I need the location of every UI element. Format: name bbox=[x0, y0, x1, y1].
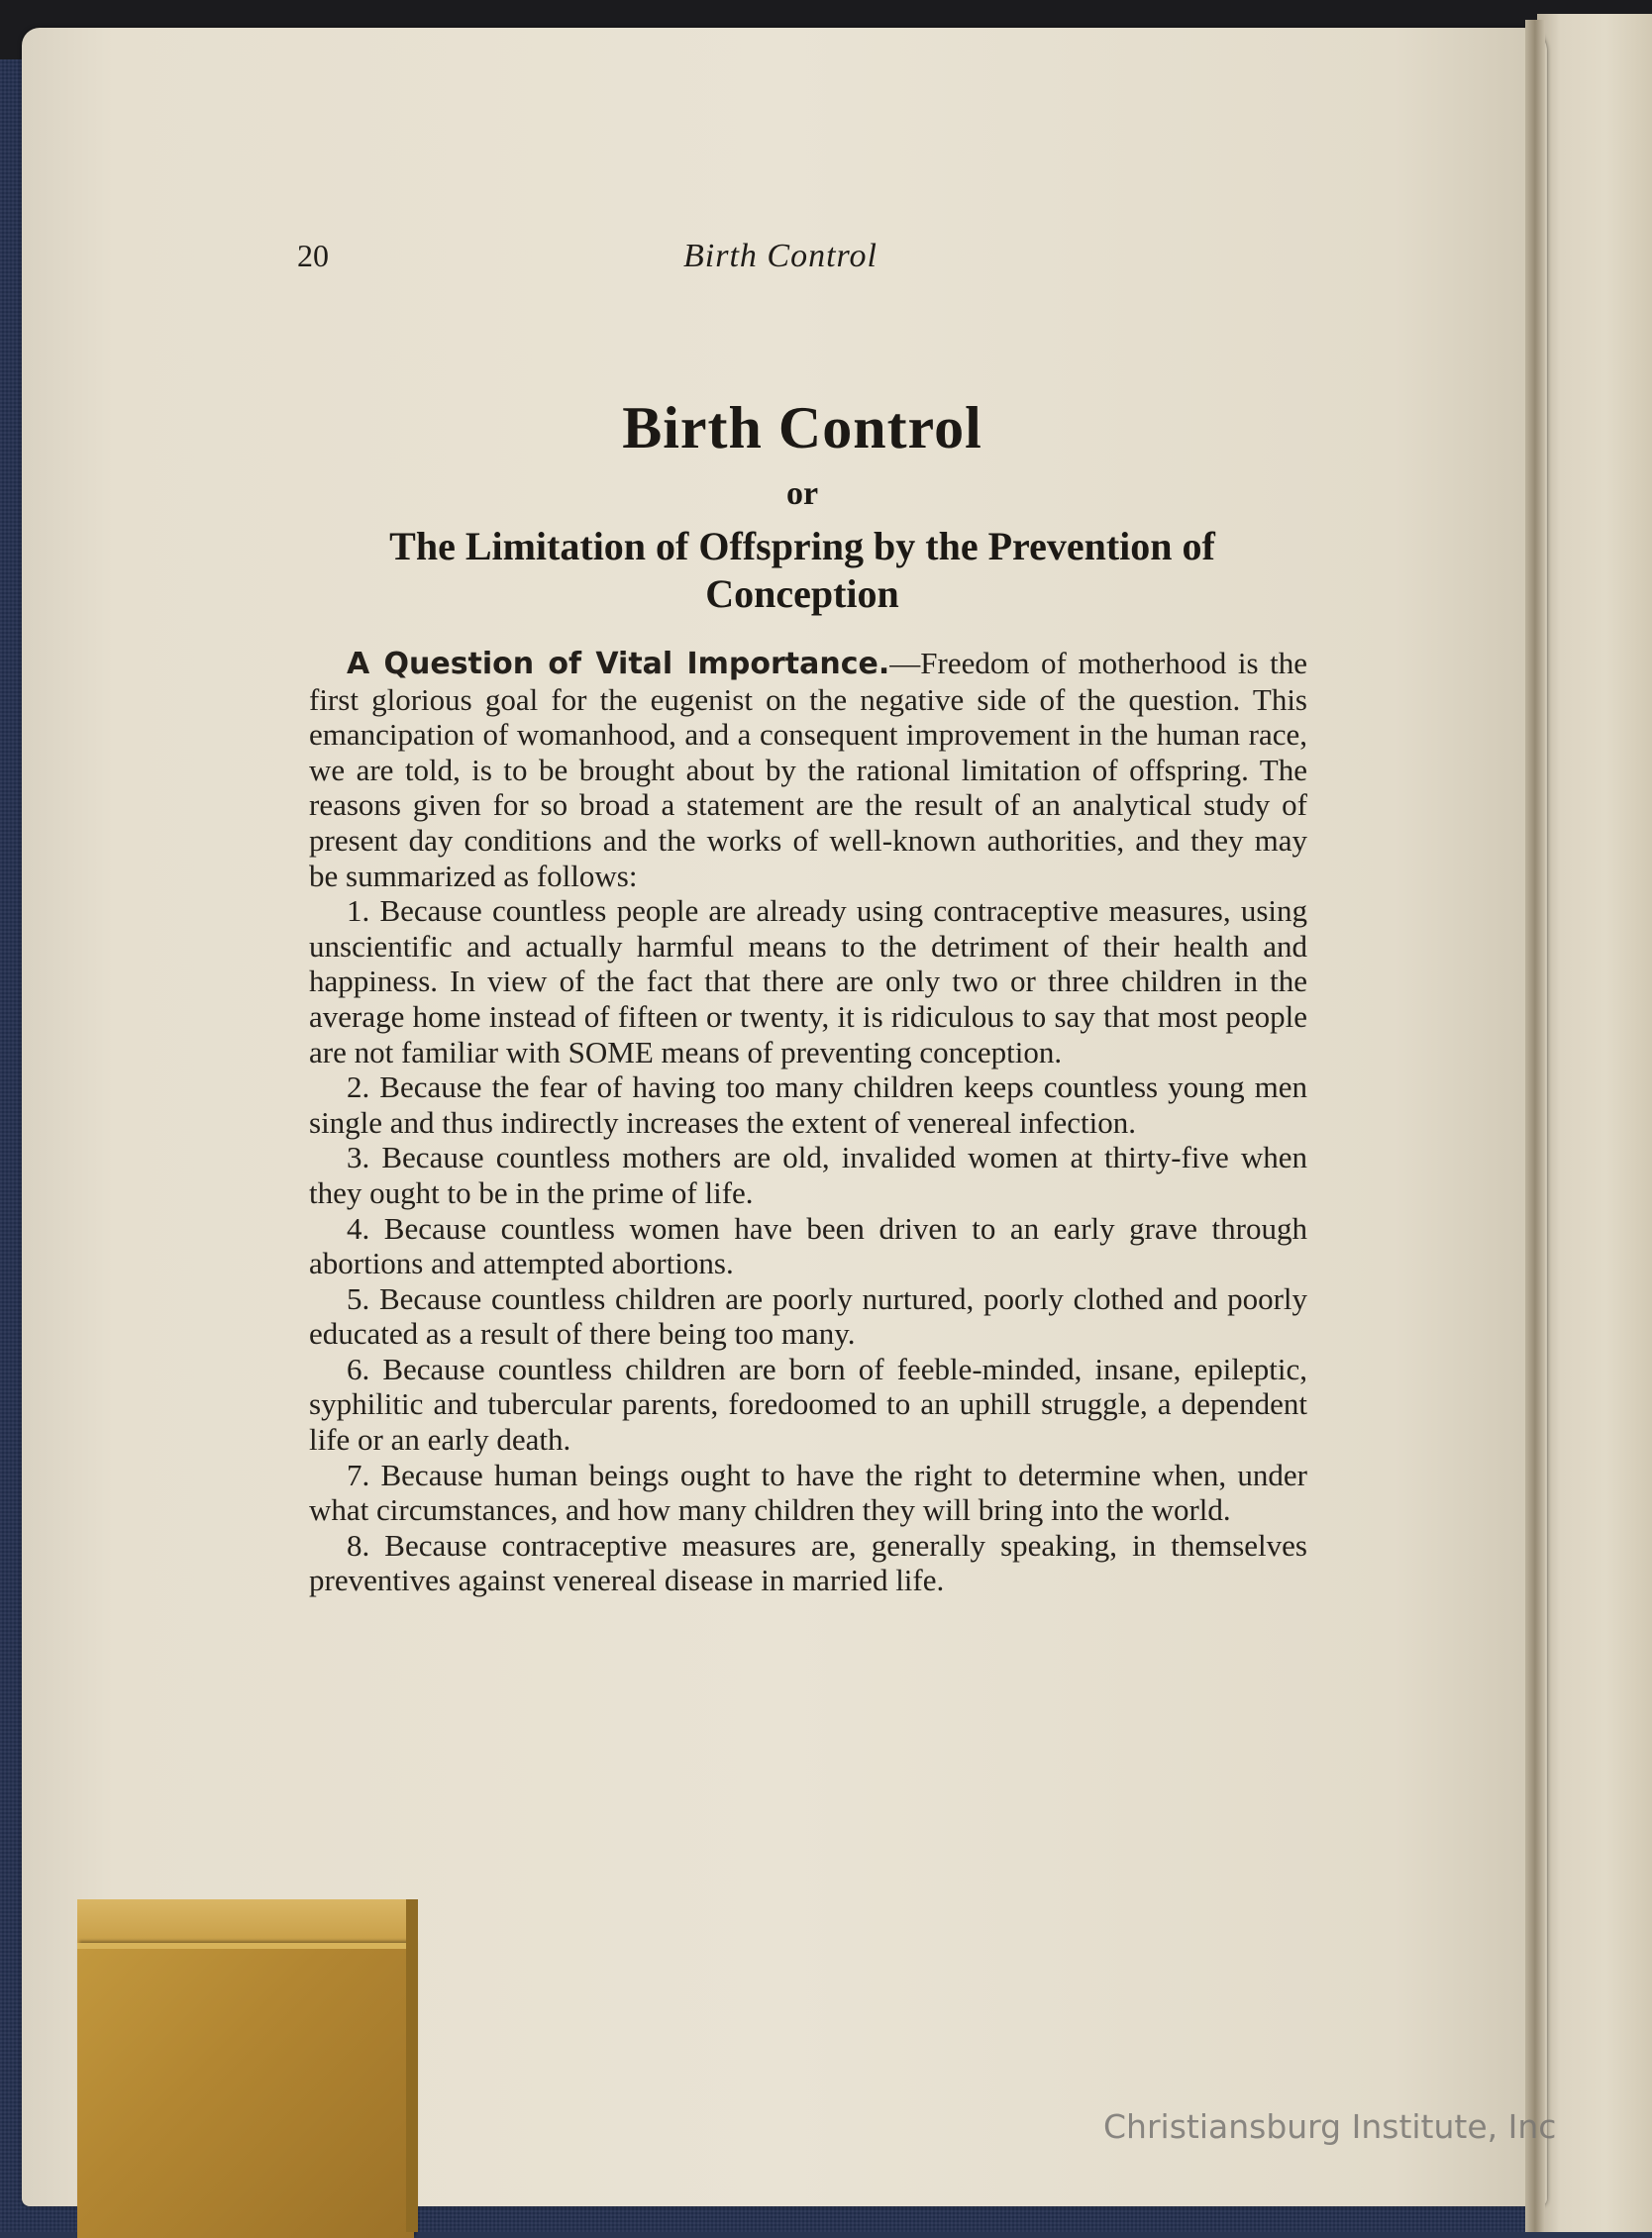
reason-8: 8. Because contraceptive measures are, generally speaking, in themselves preventives against venereal disease in married life. bbox=[309, 1527, 1307, 1598]
intro-text: —Freedom of motherhood is the first glorious goal for the eugenist on the negative side of the question. This emancipation of womanhood, and a consequent improvement in the human race, we are told, is to be brought about by the rational limitation of offspring. The reasons given for so broad a statement are the result of an analytical study of present day conditions and the works of well-known authorities, and they may be summarized as follows: bbox=[309, 646, 1307, 893]
reason-4: 4. Because countless women have been driven to an early grave through abortions and attempted abortions. bbox=[309, 1210, 1307, 1281]
intro-lead: A Question of Vital Importance. bbox=[347, 647, 890, 681]
gold-bookmark bbox=[77, 1943, 414, 2238]
reason-3: 3. Because countless mothers are old, invalided women at thirty-five when they ought to be in the prime of life. bbox=[309, 1140, 1307, 1210]
bookmark-top bbox=[77, 1899, 418, 1947]
intro-paragraph bbox=[309, 646, 1307, 893]
chapter-subtitle: The Limitation of Offspring by the Prevention of Conception bbox=[389, 524, 1215, 616]
page-number: 20 bbox=[297, 238, 329, 273]
reason-2: 2. Because the fear of having too many children keeps countless young men single and thus indirectly increases the extent of venereal infection. bbox=[309, 1069, 1307, 1140]
watermark: Christiansburg Institute, Inc bbox=[1103, 2107, 1557, 2146]
chapter-title: Birth Control bbox=[622, 395, 982, 460]
reason-5: 5. Because countless children are poorly nurtured, poorly clothed and poorly educated as a result of there being too many. bbox=[309, 1280, 1307, 1352]
running-head bbox=[297, 238, 1307, 277]
body-text bbox=[309, 646, 1307, 1598]
bookmark-edge bbox=[406, 1899, 418, 2232]
reason-1: 1. Because countless people are already using contraceptive measures, using unscientific and actually harmful means to the detriment of their health and happiness. In view of the fact that there are only two or three children in the average home instead of fifteen or twenty, it is ridiculous to say that most people are not familiar with SOME means of preventing conception. bbox=[309, 893, 1307, 1069]
running-title: Birth Control bbox=[683, 238, 878, 274]
reason-7: 7. Because human beings ought to have the right to determine when, under what circumstances, and how many children they will bring into the world. bbox=[309, 1457, 1307, 1528]
title-or: or bbox=[785, 475, 819, 512]
reason-6: 6. Because countless children are born of feeble-minded, insane, epileptic, syphilitic and tubercular parents, foredoomed to an uphill struggle, a dependent life or an early death. bbox=[309, 1351, 1307, 1458]
facing-page bbox=[1537, 14, 1652, 2232]
page-gutter bbox=[1525, 20, 1545, 2232]
